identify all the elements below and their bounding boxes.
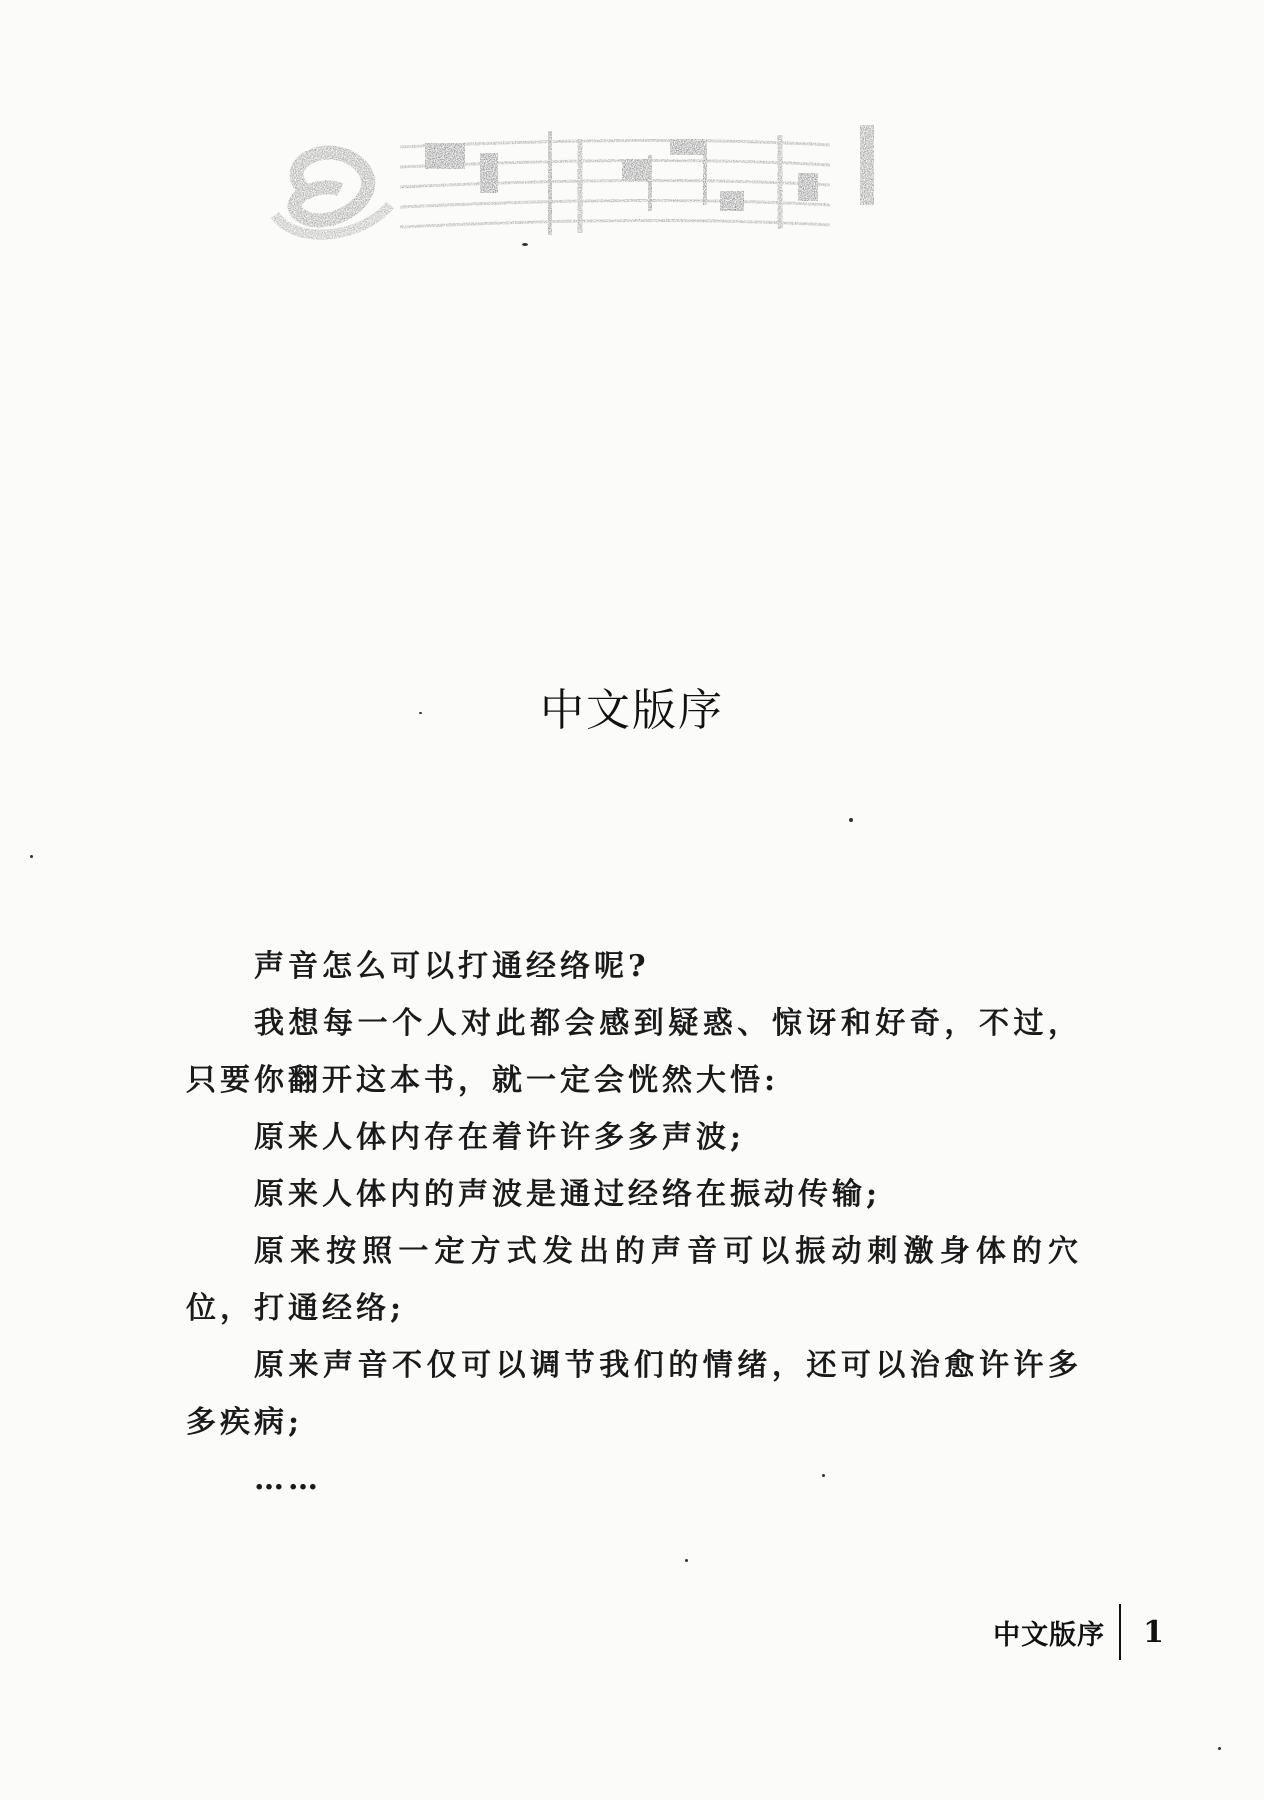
scan-speck [419,712,422,714]
running-title: 中文版序 [993,1619,1106,1651]
ellipsis-line: …… [254,1462,322,1497]
scan-speck [1218,1747,1221,1750]
paragraph: 原来声音不仅可以调节我们的情绪，还可以治愈许许多多疾病; [186,1348,1082,1440]
paragraph: 声音怎么可以打通经络呢? [254,949,650,984]
paragraph: 原来按照一定方式发出的声音可以振动刺激身体的穴位，打通经络; [186,1234,1082,1326]
preface-body [186,938,1082,1508]
chapter-title: 中文版序 [540,685,724,736]
scan-speck [822,1474,825,1477]
music-staff-ornament [250,125,1010,265]
paragraph: 我想每一个人对此都会感到疑惑、惊讶和好奇，不过，只要你翻开这本书，就一定会恍然大悟: [186,1006,1082,1098]
paragraph: 原来人体内存在着许许多多声波; [254,1120,746,1155]
paragraph: 原来人体内的声波是通过经络在振动传输; [254,1177,882,1212]
scan-speck [849,818,853,822]
page-number: 1 [1143,1614,1164,1650]
page-footer [993,1604,1164,1660]
scan-speck [685,1559,688,1562]
scan-speck [30,855,33,858]
scan-speck [522,243,528,246]
